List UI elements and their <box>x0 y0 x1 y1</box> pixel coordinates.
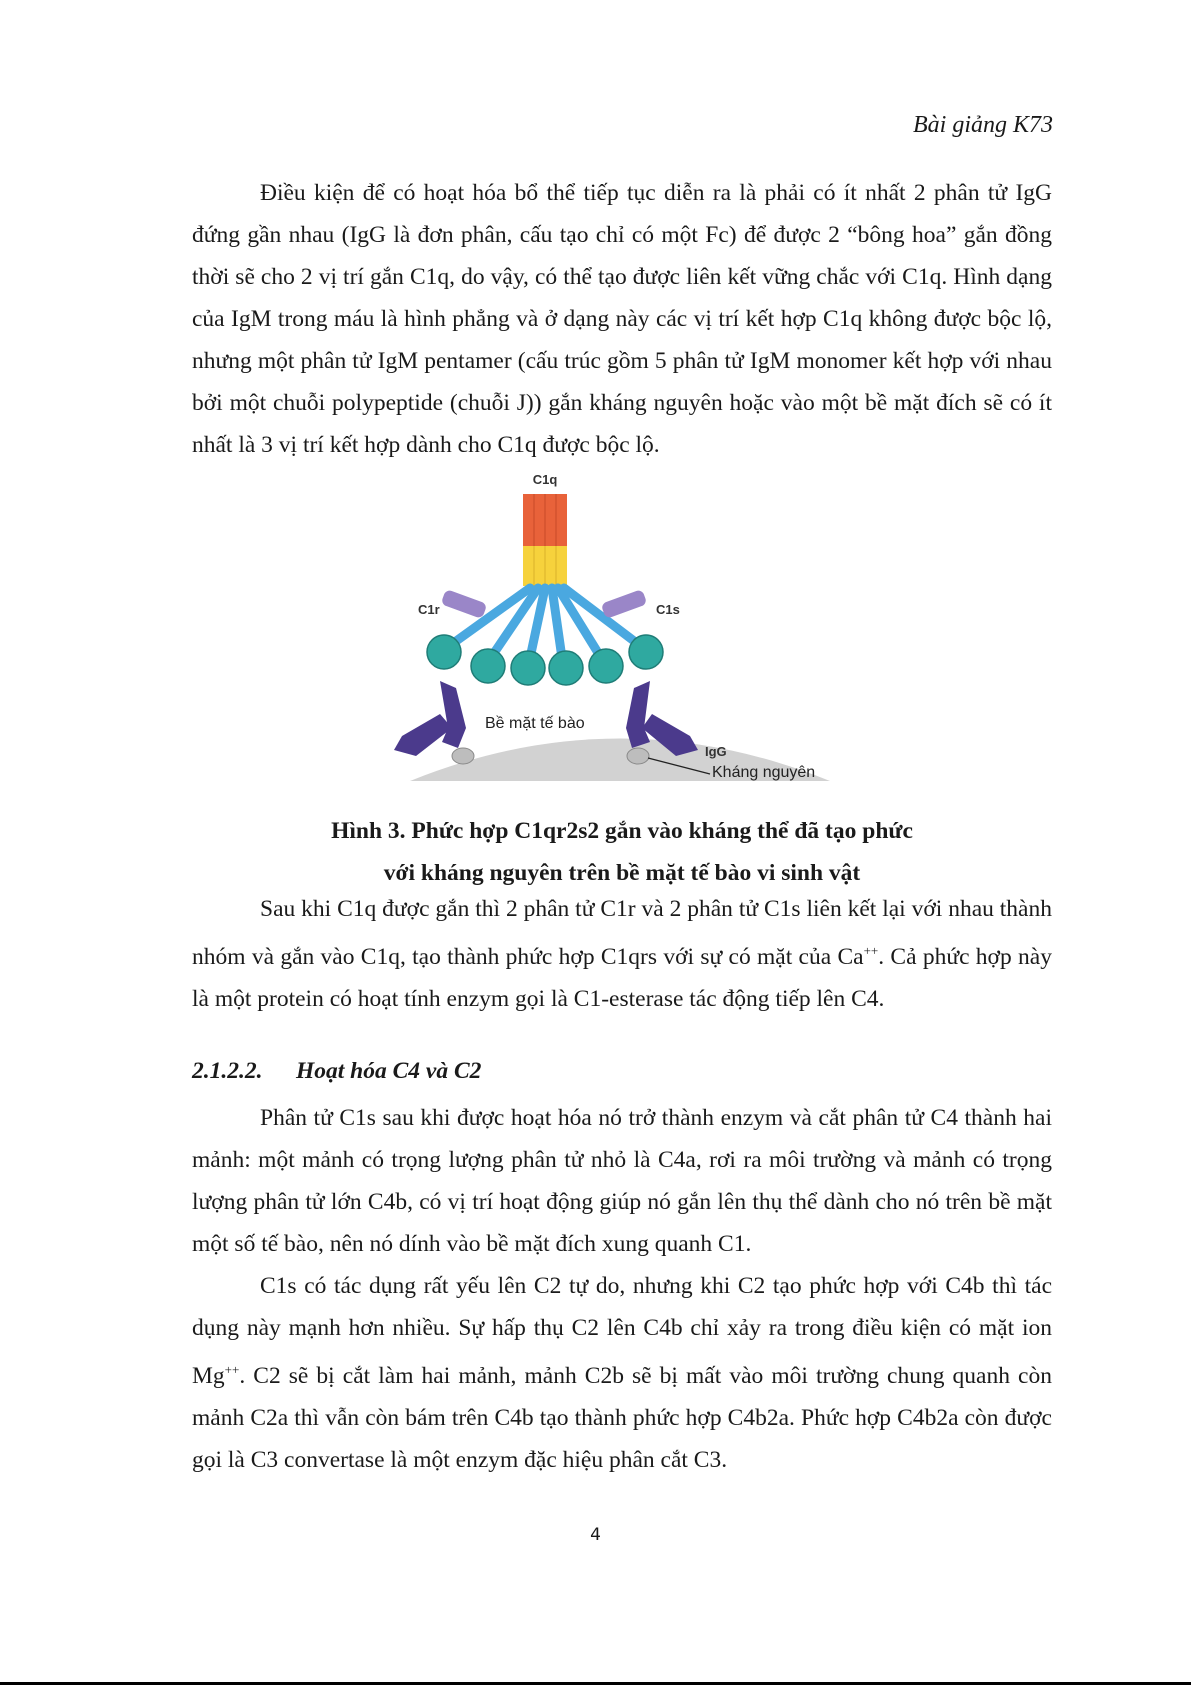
antigen-right-shape <box>627 748 649 764</box>
paragraph-4-text-a: C1s có tác dụng rất yếu lên C2 tự do, nhưng khi C2 tạo phức hợp với C4b thì tác dụng này mạnh hơn nhiều. Sự hấp thụ C2 lên C4b chỉ xảy ra trong điều kiện có mặt ion Mg <box>192 1273 1052 1389</box>
section-title: Hoạt hóa C4 và C2 <box>296 1058 482 1084</box>
paragraph-2-superscript: ++ <box>863 943 879 958</box>
paragraph-1: Điều kiện để có hoạt hóa bổ thể tiếp tục diễn ra là phải có ít nhất 2 phân tử IgG đứng gần nhau (IgG là đơn phân, cấu tạo chỉ có một Fc) để được 2 “bông hoa” gắn đồng thời sẽ cho 2 vị trí gắn C1q, do vậy, có thể tạo được liên kết vững chắc với C1q. Hình dạng của IgM trong máu là hình phẳng và ở dạng này các vị trí kết hợp C1q không được bộc lộ, nhưng một phân tử IgM pentamer (cấu trúc gồm 5 phân tử IgM monomer kết hợp với nhau bởi một chuỗi polypeptide (chuỗi J)) gắn kháng nguyên hoặc vào một bề mặt đích sẽ có ít nhất là 3 vị trí kết hợp dành cho C1q được bộc lộ. <box>192 180 1052 458</box>
paragraph-2-text-b: . Cả phức hợp này là một protein có hoạt tính enzym gọi là C1-esterase tác động tiếp lên C4. <box>192 943 1052 1012</box>
c1q-arms-group <box>452 588 638 658</box>
antigen-left-shape <box>452 748 474 764</box>
caption-line-1: Hình 3. Phức hợp C1qr2s2 gắn vào kháng thể đã tạo phức <box>331 818 913 844</box>
paragraph-4-text-b: . C2 sẽ bị cắt làm hai mảnh, mảnh C2b sẽ bị mất vào môi trường chung quanh còn mảnh C2a thì vẫn còn bám trên C4b tạo thành phức hợp C4b2a. Phức hợp C4b2a còn được gọi là C3 convertase là một enzym đặc hiệu phân cắt C3. <box>192 1362 1052 1473</box>
paragraph-2-text-a: Sau khi C1q được gắn thì 2 phân tử C1r và 2 phân tử C1s liên kết lại với nhau thành nhóm và gắn vào C1q, tạo thành phức hợp C1qrs với sự có mặt của Ca <box>192 896 1052 970</box>
section-number: 2.1.2.2. <box>192 1058 263 1084</box>
c1r-shape <box>441 589 488 619</box>
label-cell-surface: Bề mặt tế bào <box>485 715 585 732</box>
c1s-shape <box>601 589 648 619</box>
label-igg: IgG <box>705 744 727 759</box>
label-c1r: C1r <box>418 602 440 617</box>
c1q-globular-heads-group <box>427 635 663 685</box>
label-c1s: C1s <box>656 602 680 617</box>
paragraph-4-superscript: ++ <box>224 1362 240 1377</box>
figure-c1-complex <box>380 466 860 791</box>
page-number: 4 <box>590 1525 601 1545</box>
section-heading <box>192 1058 481 1085</box>
page-header: Bài giảng K73 <box>912 112 1053 138</box>
label-c1q: C1q <box>532 472 558 487</box>
caption-line-2: với kháng nguyên trên bề mặt tế bào vi sinh vật <box>383 860 861 886</box>
paragraph-3: Phân tử C1s sau khi được hoạt hóa nó trở thành enzym và cắt phân tử C4 thành hai mảnh: một mảnh có trọng lượng phân tử nhỏ là C4a, rơi ra môi trường và mảnh có trọng lượng phân tử lớn C4b, có vị trí hoạt động giúp nó gắn lên thụ thể dành cho nó trên bề mặt một số tế bào, nên nó dính vào bề mặt đích xung quanh C1. <box>192 1105 1052 1257</box>
label-antigen: Kháng nguyên <box>712 764 816 781</box>
paragraph-2 <box>192 888 1052 1020</box>
paragraph-4 <box>192 1265 1052 1481</box>
figure-caption <box>192 810 1052 894</box>
